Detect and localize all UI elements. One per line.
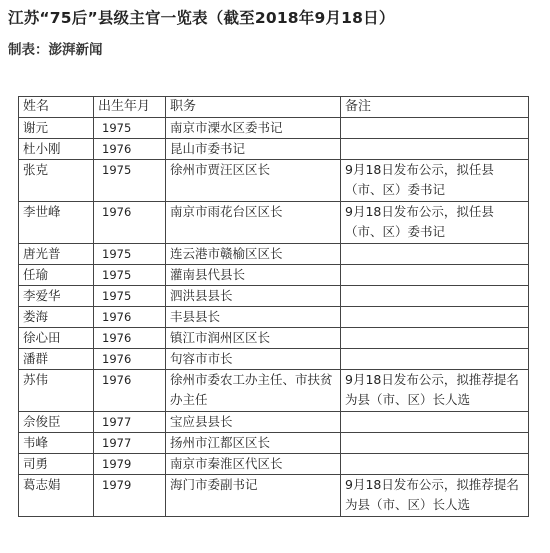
cell-note bbox=[341, 412, 529, 433]
cell-note: 9月18日发布公示，拟任县（市、区）委书记 bbox=[341, 202, 529, 244]
cell-post: 南京市秦淮区代区长 bbox=[166, 454, 341, 475]
header-post: 职务 bbox=[166, 97, 341, 118]
cell-post: 泗洪县县长 bbox=[166, 286, 341, 307]
cell-post: 南京市雨花台区区长 bbox=[166, 202, 341, 244]
cell-name: 苏伟 bbox=[19, 370, 94, 412]
cell-post: 宝应县县长 bbox=[166, 412, 341, 433]
cell-name: 司勇 bbox=[19, 454, 94, 475]
cell-name: 葛志娟 bbox=[19, 475, 94, 517]
cell-birth-year: 1976 bbox=[94, 139, 166, 160]
cell-name: 任瑜 bbox=[19, 265, 94, 286]
cell-name: 徐心田 bbox=[19, 328, 94, 349]
cell-name: 韦峰 bbox=[19, 433, 94, 454]
cell-name: 李爱华 bbox=[19, 286, 94, 307]
table-header-row bbox=[19, 97, 529, 118]
cell-post: 扬州市江都区区长 bbox=[166, 433, 341, 454]
cell-name: 谢元 bbox=[19, 118, 94, 139]
table-row bbox=[19, 307, 529, 328]
cell-note bbox=[341, 286, 529, 307]
cell-post: 海门市委副书记 bbox=[166, 475, 341, 517]
cell-birth-year: 1975 bbox=[94, 118, 166, 139]
cell-birth-year: 1979 bbox=[94, 475, 166, 517]
cell-note bbox=[341, 328, 529, 349]
cell-post: 句容市市长 bbox=[166, 349, 341, 370]
document-title: 江苏“75后”县级主官一览表（截至2018年9月18日） bbox=[8, 9, 395, 27]
table-row bbox=[19, 286, 529, 307]
table-row bbox=[19, 328, 529, 349]
cell-birth-year: 1975 bbox=[94, 160, 166, 202]
cell-name: 佘俊臣 bbox=[19, 412, 94, 433]
cell-post: 徐州市委农工办主任、市扶贫办主任 bbox=[166, 370, 341, 412]
cell-name: 李世峰 bbox=[19, 202, 94, 244]
table-row bbox=[19, 202, 529, 244]
cell-name: 张克 bbox=[19, 160, 94, 202]
table-row bbox=[19, 265, 529, 286]
cell-birth-year: 1976 bbox=[94, 370, 166, 412]
table-row bbox=[19, 412, 529, 433]
cell-post: 昆山市委书记 bbox=[166, 139, 341, 160]
cell-post: 南京市溧水区委书记 bbox=[166, 118, 341, 139]
table-row bbox=[19, 454, 529, 475]
table-row bbox=[19, 118, 529, 139]
cell-name: 杜小刚 bbox=[19, 139, 94, 160]
cell-note bbox=[341, 265, 529, 286]
table-row bbox=[19, 139, 529, 160]
cell-post: 丰县县长 bbox=[166, 307, 341, 328]
table-row bbox=[19, 160, 529, 202]
header-name: 姓名 bbox=[19, 97, 94, 118]
cell-note bbox=[341, 244, 529, 265]
table-row bbox=[19, 244, 529, 265]
table-row bbox=[19, 370, 529, 412]
cell-birth-year: 1975 bbox=[94, 244, 166, 265]
cell-birth-year: 1976 bbox=[94, 328, 166, 349]
table-row bbox=[19, 349, 529, 370]
table-row bbox=[19, 433, 529, 454]
cell-birth-year: 1976 bbox=[94, 349, 166, 370]
cell-note bbox=[341, 307, 529, 328]
cell-name: 唐光普 bbox=[19, 244, 94, 265]
cell-birth-year: 1977 bbox=[94, 433, 166, 454]
table-maker-credit: 制表：澎湃新闻 bbox=[8, 42, 103, 58]
table-row bbox=[19, 475, 529, 517]
cell-note: 9月18日发布公示，拟推荐提名为县（市、区）长人选 bbox=[341, 370, 529, 412]
cell-note bbox=[341, 139, 529, 160]
cell-post: 徐州市贾汪区区长 bbox=[166, 160, 341, 202]
cell-birth-year: 1979 bbox=[94, 454, 166, 475]
cell-note bbox=[341, 349, 529, 370]
cell-post: 灌南县代县长 bbox=[166, 265, 341, 286]
cell-note bbox=[341, 433, 529, 454]
cell-birth-year: 1977 bbox=[94, 412, 166, 433]
header-birth-year: 出生年月 bbox=[94, 97, 166, 118]
cell-birth-year: 1976 bbox=[94, 307, 166, 328]
cell-post: 镇江市润州区区长 bbox=[166, 328, 341, 349]
header-note: 备注 bbox=[341, 97, 529, 118]
cell-birth-year: 1975 bbox=[94, 286, 166, 307]
cell-note: 9月18日发布公示，拟任县（市、区）委书记 bbox=[341, 160, 529, 202]
cell-note bbox=[341, 118, 529, 139]
officials-table bbox=[18, 96, 529, 517]
cell-note bbox=[341, 454, 529, 475]
cell-note: 9月18日发布公示，拟推荐提名为县（市、区）长人选 bbox=[341, 475, 529, 517]
cell-birth-year: 1976 bbox=[94, 202, 166, 244]
cell-birth-year: 1975 bbox=[94, 265, 166, 286]
cell-name: 娄海 bbox=[19, 307, 94, 328]
cell-post: 连云港市赣榆区区长 bbox=[166, 244, 341, 265]
cell-name: 潘群 bbox=[19, 349, 94, 370]
